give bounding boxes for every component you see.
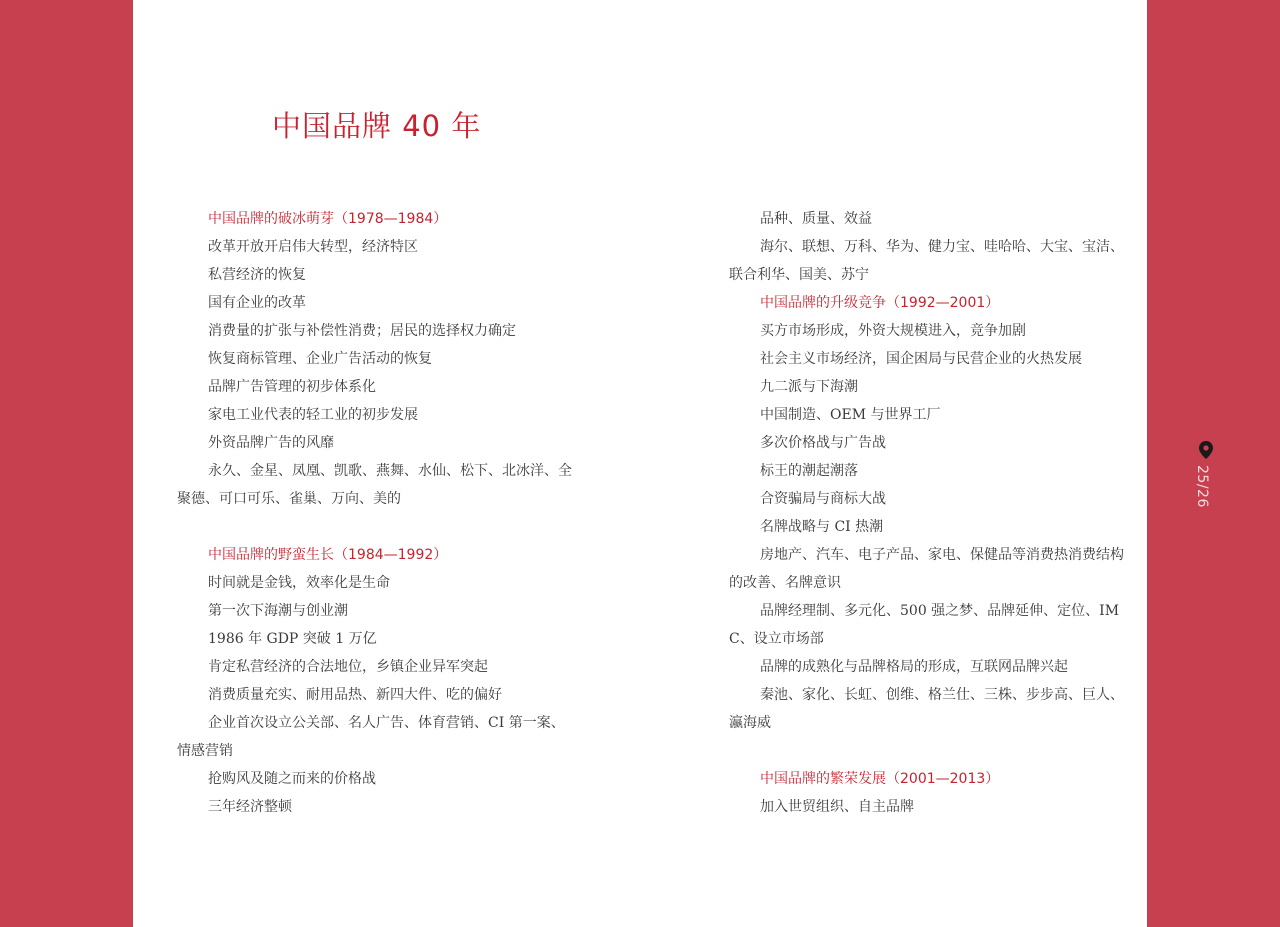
page-title: 中国品牌 40 年 xyxy=(272,109,482,143)
list-item: 外资品牌广告的风靡 xyxy=(208,435,334,451)
list-item: 社会主义市场经济，国企困局与民营企业的火热发展 xyxy=(760,351,1082,367)
section-heading: 中国品牌的升级竞争（1992—2001） xyxy=(760,295,1000,311)
list-item: 加入世贸组织、自主品牌 xyxy=(760,799,914,815)
list-item: 品牌广告管理的初步体系化 xyxy=(208,379,376,395)
list-item: 改革开放开启伟大转型，经济特区 xyxy=(208,239,418,255)
list-item: 三年经济整顿 xyxy=(208,799,292,815)
section-spacer xyxy=(729,737,1124,765)
list-item: 国有企业的改革 xyxy=(208,295,306,311)
section-heading: 中国品牌的繁荣发展（2001—2013） xyxy=(760,771,1000,787)
page-indicator xyxy=(1194,441,1218,521)
list-item: 家电工业代表的轻工业的初步发展 xyxy=(208,407,418,423)
list-item: 消费质量充实、耐用品热、新四大件、吃的偏好 xyxy=(208,687,502,703)
left-column xyxy=(177,205,572,821)
list-item: 肯定私营经济的合法地位，乡镇企业异军突起 xyxy=(208,659,488,675)
list-item: 时间就是金钱，效率化是生命 xyxy=(208,575,390,591)
location-pin-icon xyxy=(1199,441,1213,459)
list-item: 消费量的扩张与补偿性消费；居民的选择权力确定 xyxy=(208,323,516,339)
list-item: 多次价格战与广告战 xyxy=(760,435,886,451)
list-item: 恢复商标管理、企业广告活动的恢复 xyxy=(208,351,432,367)
list-item: 私营经济的恢复 xyxy=(208,267,306,283)
list-item: 标王的潮起潮落 xyxy=(760,463,858,479)
section-heading: 中国品牌的破冰萌芽（1978—1984） xyxy=(208,211,448,227)
list-item: 永久、金星、凤凰、凯歌、燕舞、水仙、松下、北冰洋、全聚德、可口可乐、雀巢、万向、美的 xyxy=(177,463,572,507)
list-item: 名牌战略与 CI 热潮 xyxy=(760,519,884,535)
list-item: 第一次下海潮与创业潮 xyxy=(208,603,348,619)
list-item: 企业首次设立公关部、名人广告、体育营销、CI 第一案、情感营销 xyxy=(177,715,565,759)
list-item: 中国制造、OEM 与世界工厂 xyxy=(760,407,941,423)
list-item: 房地产、汽车、电子产品、家电、保健品等消费热消费结构的改善、名牌意识 xyxy=(729,547,1124,591)
right-column xyxy=(729,205,1124,821)
section-spacer xyxy=(177,513,572,541)
list-item: 买方市场形成，外资大规模进入，竞争加剧 xyxy=(760,323,1026,339)
page-number: 25/26 xyxy=(1194,465,1210,508)
list-item: 品牌经理制、多元化、500 强之梦、品牌延伸、定位、IMC、设立市场部 xyxy=(729,603,1120,647)
left-margin-band xyxy=(0,0,133,927)
list-item: 品种、质量、效益 xyxy=(760,211,872,227)
list-item: 九二派与下海潮 xyxy=(760,379,858,395)
list-item: 海尔、联想、万科、华为、健力宝、哇哈哈、大宝、宝洁、联合利华、国美、苏宁 xyxy=(729,239,1124,283)
section-heading: 中国品牌的野蛮生长（1984—1992） xyxy=(208,547,448,563)
list-item: 品牌的成熟化与品牌格局的形成，互联网品牌兴起 xyxy=(760,659,1068,675)
list-item: 抢购风及随之而来的价格战 xyxy=(208,771,376,787)
list-item: 合资骗局与商标大战 xyxy=(760,491,886,507)
list-item: 1986 年 GDP 突破 1 万亿 xyxy=(208,631,377,647)
list-item: 秦池、家化、长虹、创维、格兰仕、三株、步步高、巨人、瀛海威 xyxy=(729,687,1124,731)
